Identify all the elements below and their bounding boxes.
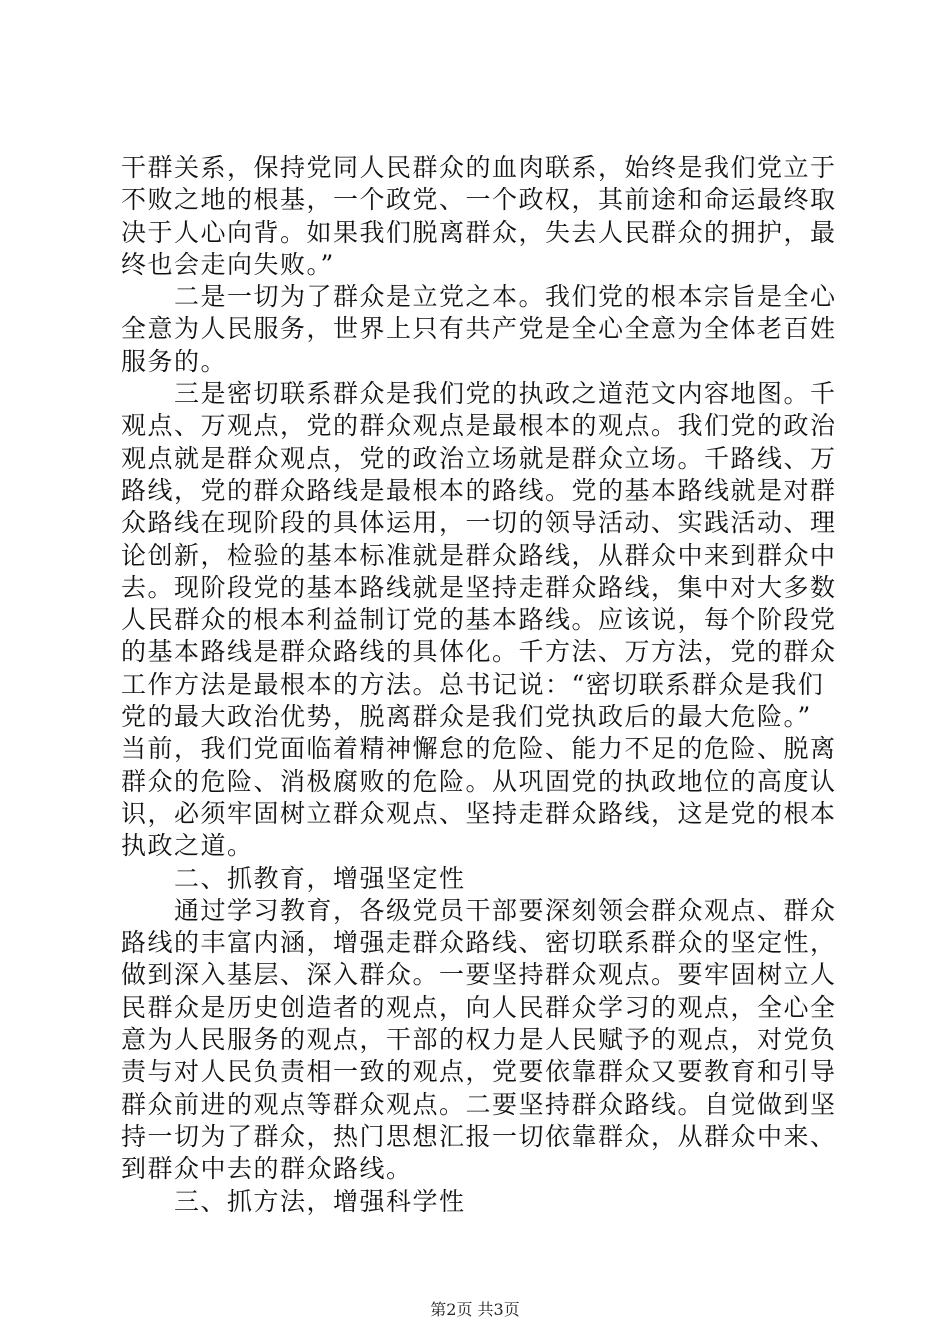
- text-line: 民群众是历史创造者的观点，向人民群众学习的观点，全心全: [121, 992, 837, 1022]
- text-line: 观点、万观点，党的群众观点是最根本的观点。我们党的政治: [121, 411, 837, 441]
- text-line: 通过学习教育，各级党员干部要深刻领会群众观点、群众: [121, 895, 837, 925]
- text-line: 二是一切为了群众是立党之本。我们党的根本宗旨是全心: [121, 282, 837, 312]
- body-text: [121, 152, 837, 1218]
- text-line: 人民群众的根本利益制订党的基本路线。应该说，每个阶段党: [121, 605, 837, 635]
- text-line: 不败之地的根基，一个政党、一个政权，其前途和命运最终取: [121, 185, 837, 215]
- text-line: 观点就是群众观点，党的政治立场就是群众立场。千路线、万: [121, 443, 837, 473]
- text-line: 服务的。: [121, 346, 228, 376]
- text-line: 终也会走向失败。”: [121, 249, 335, 279]
- text-line: 二、抓教育，增强坚定性: [121, 863, 466, 893]
- text-line: 论创新，检验的基本标准就是群众路线，从群众中来到群众中: [121, 540, 837, 570]
- text-line: 持一切为了群众，热门思想汇报一切依靠群众，从群众中来、: [121, 1121, 837, 1151]
- text-line: 众路线在现阶段的具体运用，一切的领导活动、实践活动、理: [121, 508, 837, 538]
- text-line: 做到深入基层、深入群众。一要坚持群众观点。要牢固树立人: [121, 960, 837, 990]
- text-line: 工作方法是最根本的方法。总书记说：“密切联系群众是我们: [121, 669, 825, 699]
- text-line: 三、抓方法，增强科学性: [121, 1186, 466, 1216]
- text-line: 党的最大政治优势，脱离群众是我们党执政后的最大危险。”: [121, 702, 812, 732]
- text-line: 全意为人民服务，世界上只有共产党是全心全意为全体老百姓: [121, 314, 837, 344]
- text-line: 当前，我们党面临着精神懈怠的危险、能力不足的危险、脱离: [121, 734, 837, 764]
- text-line: 干群关系，保持党同人民群众的血肉联系，始终是我们党立于: [121, 153, 837, 182]
- text-line: 到群众中去的群众路线。: [121, 1154, 413, 1184]
- text-line: 路线的丰富内涵，增强走群众路线、密切联系群众的坚定性，: [121, 928, 837, 958]
- text-line: 群众的危险、消极腐败的危险。从巩固党的执政地位的高度认: [121, 766, 837, 796]
- page-number: 第2页 共3页: [430, 1300, 520, 1319]
- text-line: 识，必须牢固树立群众观点、坚持走群众路线，这是党的根本: [121, 798, 837, 828]
- text-line: 责与对人民负责相一致的观点，党要依靠群众又要教育和引导: [121, 1057, 837, 1087]
- text-line: 的基本路线是群众路线的具体化。千方法、万方法，党的群众: [121, 637, 837, 667]
- text-line: 三是密切联系群众是我们党的执政之道范文内容地图。千: [121, 379, 837, 409]
- text-line: 执政之道。: [121, 831, 254, 861]
- text-line: 去。现阶段党的基本路线就是坚持走群众路线，集中对大多数: [121, 572, 837, 602]
- text-line: 决于人心向背。如果我们脱离群众，失去人民群众的拥护，最: [121, 217, 837, 247]
- text-line: 路线，党的群众路线是最根本的路线。党的基本路线就是对群: [121, 475, 837, 505]
- text-line: 群众前进的观点等群众观点。二要坚持群众路线。自觉做到坚: [121, 1089, 837, 1119]
- text-line: 意为人民服务的观点，干部的权力是人民赋予的观点，对党负: [121, 1025, 837, 1055]
